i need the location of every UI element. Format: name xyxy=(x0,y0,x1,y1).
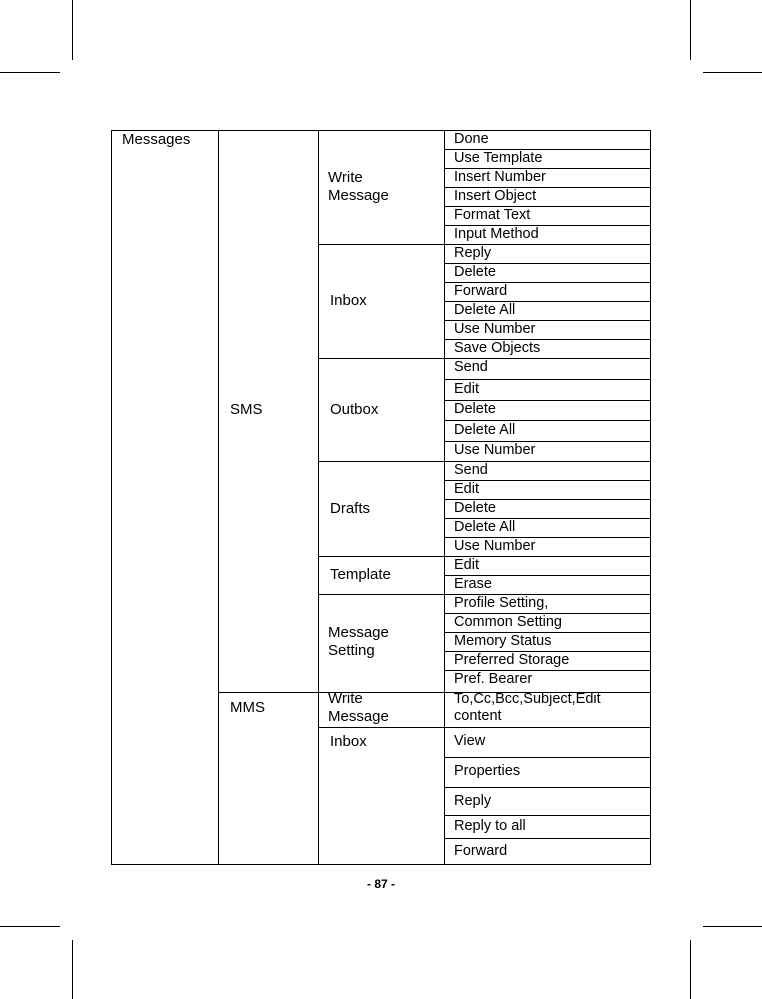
list-item: Send xyxy=(454,462,488,478)
table-border xyxy=(650,130,651,865)
list-item: Forward xyxy=(454,283,508,299)
list-item: Delete All xyxy=(454,422,516,438)
list-item: Reply xyxy=(454,793,492,809)
column-divider xyxy=(318,130,319,865)
page-number: - 87 - xyxy=(366,877,395,891)
list-item: Use Number xyxy=(454,321,536,337)
list-item: Profile Setting, xyxy=(454,595,549,611)
sms-template-label: Template xyxy=(330,566,391,583)
crop-mark xyxy=(703,926,762,927)
crop-mark xyxy=(72,940,73,999)
list-item: Preferred Storage xyxy=(454,652,570,668)
list-item: Erase xyxy=(454,576,492,592)
list-item: Properties xyxy=(454,763,521,779)
list-item: Delete xyxy=(454,500,496,516)
sms-write-message-label: Write Message xyxy=(328,169,389,204)
sms-outbox-label: Outbox xyxy=(330,401,379,418)
list-item: Use Number xyxy=(454,442,536,458)
crop-mark xyxy=(690,0,691,60)
row-divider xyxy=(444,379,651,380)
row-divider xyxy=(444,815,651,816)
list-item: Save Objects xyxy=(454,340,541,356)
row-divider xyxy=(318,727,651,728)
list-item: Delete xyxy=(454,264,496,280)
list-item: Reply to all xyxy=(454,818,526,834)
list-item: Delete All xyxy=(454,302,516,318)
row-divider xyxy=(318,556,651,557)
list-item: View xyxy=(454,733,486,749)
sms-message-setting-label: Message Setting xyxy=(328,624,389,659)
row-divider xyxy=(444,757,651,758)
table-border xyxy=(111,130,112,865)
mms-inbox-label: Inbox xyxy=(330,733,367,750)
crop-mark xyxy=(72,0,73,60)
list-item: Edit xyxy=(454,481,479,497)
list-item: Use Template xyxy=(454,150,543,166)
list-item: Done xyxy=(454,131,489,147)
table-border xyxy=(111,130,651,131)
list-item: Send xyxy=(454,359,488,375)
list-item: Delete xyxy=(454,401,496,417)
mms-write-message-label: Write Message xyxy=(328,690,389,725)
crop-mark xyxy=(703,72,762,73)
crop-mark xyxy=(690,940,691,999)
list-item: Reply xyxy=(454,245,492,261)
list-item: Pref. Bearer xyxy=(454,671,533,687)
row-divider xyxy=(444,838,651,839)
list-item: To,Cc,Bcc,Subject,Edit content xyxy=(454,691,601,724)
sms-inbox-label: Inbox xyxy=(330,292,367,309)
sms-drafts-label: Drafts xyxy=(330,500,371,517)
list-item: Format Text xyxy=(454,207,531,223)
list-item: Insert Object xyxy=(454,188,537,204)
column-divider xyxy=(444,130,445,865)
list-item: Input Method xyxy=(454,226,539,242)
list-item: Edit xyxy=(454,557,479,573)
crop-mark xyxy=(0,72,60,73)
list-item: Edit xyxy=(454,381,479,397)
mms-label: MMS xyxy=(230,699,265,716)
list-item: Delete All xyxy=(454,519,516,535)
sms-label: SMS xyxy=(230,401,263,418)
menu-root-label: Messages xyxy=(122,131,191,148)
list-item: Use Number xyxy=(454,538,536,554)
list-item: Forward xyxy=(454,843,508,859)
crop-mark xyxy=(0,926,60,927)
list-item: Common Setting xyxy=(454,614,562,630)
table-border xyxy=(111,864,651,865)
list-item: Insert Number xyxy=(454,169,546,185)
column-divider xyxy=(218,130,219,865)
row-divider xyxy=(444,420,651,421)
row-divider xyxy=(444,787,651,788)
list-item: Memory Status xyxy=(454,633,552,649)
